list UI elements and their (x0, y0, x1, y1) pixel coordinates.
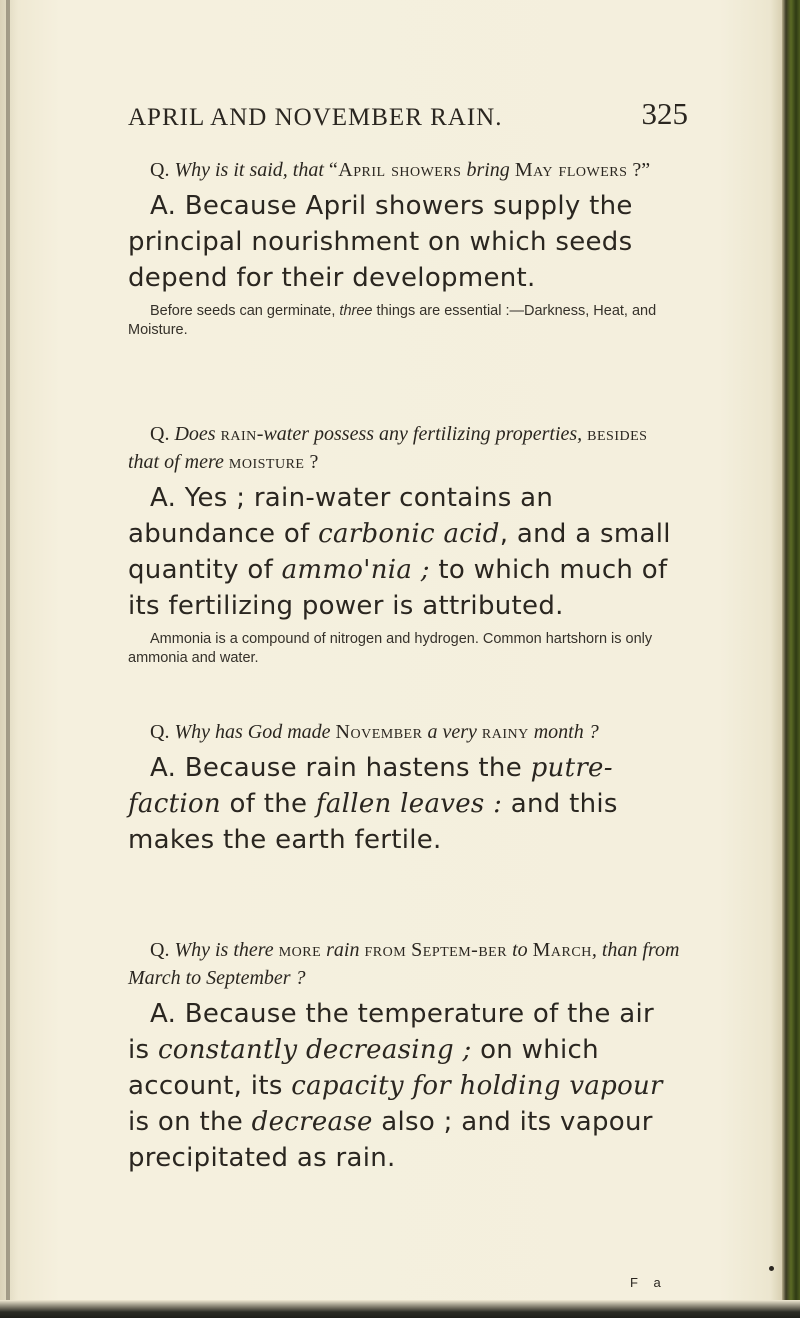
text-run: more (278, 939, 322, 961)
text-run: Q. (150, 159, 175, 181)
text-run: month ? (528, 721, 599, 743)
text-run: , and a small quantity of (128, 519, 671, 585)
question-1 (128, 156, 682, 184)
text-run: of the (220, 789, 316, 819)
text-run: moisture (228, 451, 305, 473)
text-run: besides (587, 423, 648, 445)
text-run: A. Because the temperature of the air is (128, 999, 655, 1065)
text-run: ammo'nia ; (281, 555, 430, 585)
text-run: Ammonia is a compound of nitrogen and hydrogen. Common hartshorn is only ammonia and water. (128, 631, 653, 666)
text-run: things are essential :—Darkness, Heat, and Moisture. (128, 303, 657, 338)
text-run: A. Because April showers supply the principal nourishment on which seeds depend for their development. (128, 191, 633, 293)
text-run: Why has God made (174, 721, 336, 743)
text-run: three (339, 303, 373, 319)
text-run: ?” (627, 159, 651, 181)
text-run: rainy (481, 721, 529, 743)
page-left-edge (6, 0, 10, 1318)
text-run: fallen leaves : (315, 789, 503, 819)
text-run: May flowers (514, 159, 628, 181)
question-2 (128, 420, 682, 476)
text-run: -water possess any fertilizing properties, (256, 423, 588, 445)
text-run: decrease (251, 1107, 373, 1137)
qa-entry-2 (128, 420, 682, 668)
text-run: Why is it said, that (174, 159, 329, 181)
text-run: , than from March to September ? (128, 939, 680, 989)
signature-mark: F a (630, 1275, 667, 1290)
text-run: ? (304, 451, 319, 473)
answer-4 (128, 996, 682, 1176)
text-run: on which account, its (128, 1035, 599, 1101)
running-head (128, 96, 688, 140)
text-run: to which much of its fertilizing power is attributed. (128, 555, 668, 621)
text-run: is on the (128, 1107, 252, 1137)
running-head-title: APRIL AND NOVEMBER RAIN. (128, 104, 503, 131)
text-run: Septem-ber (411, 939, 508, 961)
answer-3 (128, 750, 682, 858)
text-run: rain (220, 423, 257, 445)
text-run: constantly decreasing ; (157, 1035, 472, 1065)
page-bottom-edge (0, 1300, 800, 1318)
text-run: putre-faction (128, 753, 613, 819)
text-run: bring (461, 159, 515, 181)
book-binding-edge (782, 0, 800, 1318)
text-run: Q. (150, 939, 175, 961)
page-number: 325 (641, 96, 688, 131)
text-run: Q. (150, 721, 175, 743)
text-run: capacity for holding vapour (291, 1071, 663, 1101)
text-run: Why is there (174, 939, 279, 961)
qa-entry-1 (128, 156, 682, 340)
question-3 (128, 718, 682, 746)
ink-speck (769, 1266, 774, 1271)
answer-1 (128, 188, 682, 296)
qa-entry-3 (128, 718, 682, 858)
text-run: that of mere (128, 451, 229, 473)
text-run: to (507, 939, 533, 961)
text-run: Does (174, 423, 221, 445)
answer-2 (128, 480, 682, 624)
text-run: rain (321, 939, 365, 961)
text-run: also ; and its vapour precipitated as rain. (128, 1107, 653, 1173)
question-4 (128, 936, 682, 992)
qa-entry-4 (128, 936, 682, 1176)
text-run: carbonic acid (318, 519, 500, 549)
text-run: March (532, 939, 592, 961)
note-1 (128, 302, 682, 340)
text-run: from (364, 939, 407, 961)
text-run: a very (422, 721, 482, 743)
text-run: A. Yes ; rain-water contains an abundance of (128, 483, 554, 549)
note-2 (128, 630, 682, 668)
text-run: A. Because rain hastens the (150, 753, 531, 783)
text-run: and this makes the earth fertile. (128, 789, 618, 855)
text-run: Q. (150, 423, 175, 445)
text-run: “April showers (328, 159, 462, 181)
text-run: Before seeds can germinate, (150, 303, 340, 319)
text-run: November (335, 721, 423, 743)
